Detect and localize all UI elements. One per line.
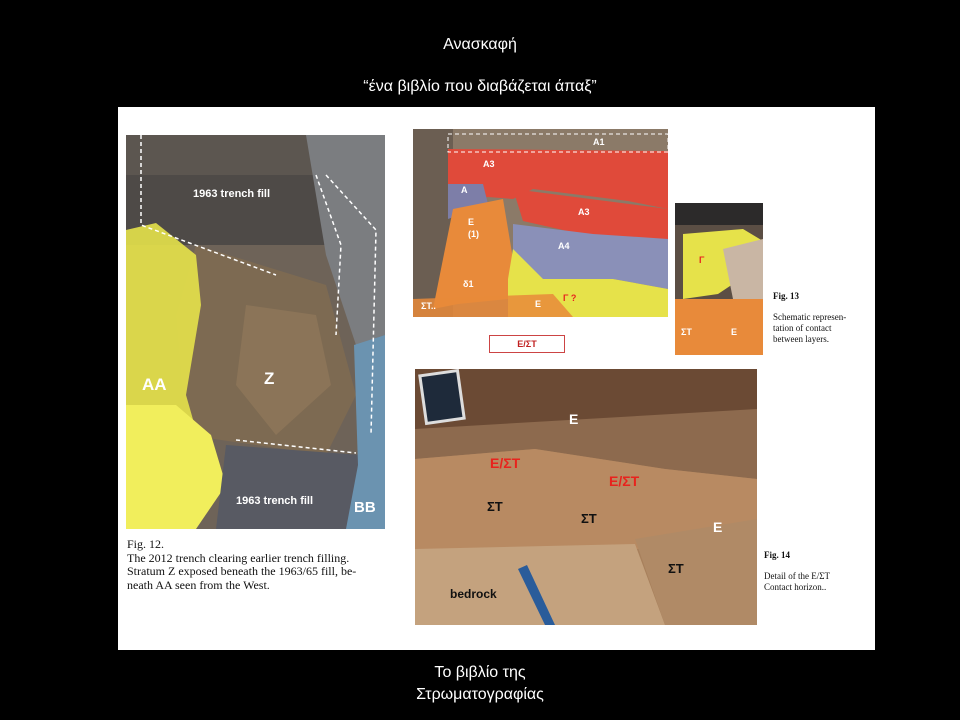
fig12-caption: [127, 538, 397, 592]
slide-footer-line1: Το βιβλίο της: [434, 664, 526, 681]
fig12-caption-line: Stratum Z exposed beneath the 1963/65 fill, be-: [127, 564, 357, 578]
fig12-label-z: Z: [264, 369, 275, 388]
fig14-label-est-left: Ε/ΣΤ: [490, 455, 521, 471]
fig13-label-e1: (1): [468, 229, 479, 239]
fig12-caption-line: neath AA seen from the West.: [127, 577, 270, 592]
fig13-label-g-q: Γ ?: [563, 293, 577, 303]
fig14-label-st-mid: ΣΤ: [581, 511, 597, 526]
fig13-photo: [413, 129, 763, 355]
fig13-label-e-left: E: [468, 217, 475, 227]
fig12-label-trench-fill-bottom: 1963 trench fill: [236, 495, 314, 507]
fig12-photo: [126, 135, 385, 529]
fig12-label-aa: AA: [142, 375, 167, 394]
fig14-label-bedrock: bedrock: [450, 587, 497, 601]
fig12-label-trench-fill-top: 1963 trench fill: [193, 188, 271, 200]
fig13-label-a1: A1: [593, 137, 605, 147]
slide-footer-line2: Στρωματογραφίας: [416, 686, 544, 703]
fig13-label-a3-right: A3: [578, 207, 590, 217]
fig14-caption-line: Detail of the Ε/ΣΤ: [764, 571, 830, 581]
fig14-label-st-left: ΣΤ: [487, 499, 503, 514]
fig14-label-e-top: E: [569, 411, 579, 427]
fig14-label-e-right: E: [713, 519, 723, 535]
fig14-label-st-right: ΣΤ: [668, 561, 684, 576]
fig12-caption-title: Fig. 12.: [127, 537, 165, 551]
fig12-label-bb: BB: [354, 499, 376, 516]
fig13-label-a3-left: A3: [483, 159, 495, 169]
fig13-label-e-right: E: [731, 327, 738, 337]
fig13-label-g: Γ: [699, 255, 705, 265]
fig13-label-st-right: ΣΤ: [681, 327, 692, 337]
slide-title: Ανασκαφή: [443, 36, 517, 53]
fig13-label-e-mid: E: [535, 299, 542, 309]
fig14-caption: [764, 550, 869, 593]
fig14-photo: [415, 369, 757, 625]
fig14-label-est-right: Ε/ΣΤ: [609, 473, 640, 489]
slide-subtitle: “ένα βιβλίο που διαβάζεται άπαξ”: [363, 78, 597, 95]
fig14-caption-line: Contact horizon..: [764, 582, 827, 592]
fig13-caption-title: Fig. 13: [773, 291, 799, 301]
fig12-caption-line: The 2012 trench clearing earlier trench filling.: [127, 550, 350, 565]
fig13-illustration: [413, 129, 763, 355]
fig13-caption: [773, 291, 873, 345]
fig13-label-d1: δ1: [463, 279, 474, 289]
fig14-caption-title: Fig. 14: [764, 550, 790, 560]
fig13-caption-line: Schematic represen-: [773, 312, 847, 322]
fig13-label-box: Ε/ΣΤ: [489, 335, 565, 353]
figure-panel: [118, 107, 875, 650]
fig13-caption-line: tation of contact: [773, 323, 832, 333]
fig13-label-a: A: [461, 185, 468, 195]
fig13-label-st-left: ΣΤ..: [421, 301, 436, 311]
fig13-caption-line: between layers.: [773, 334, 829, 344]
fig13-label-a4: A4: [558, 241, 570, 251]
